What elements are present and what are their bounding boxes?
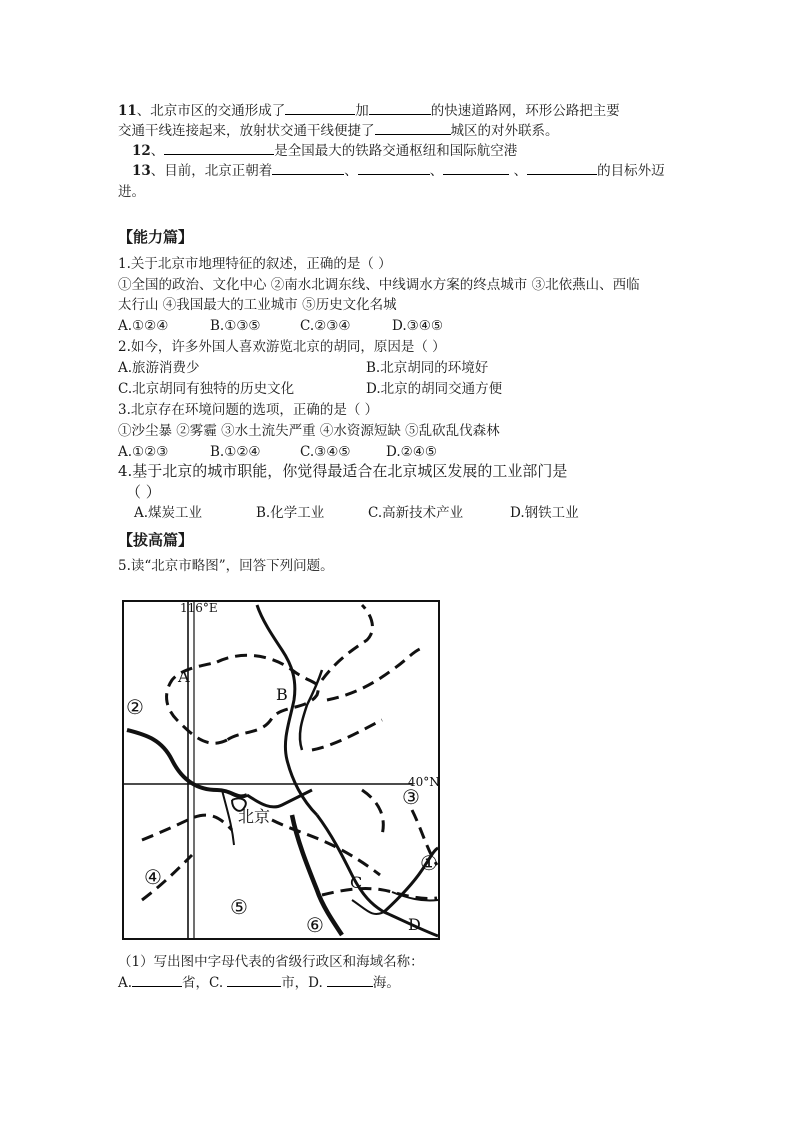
q12-number: 12 — [132, 143, 151, 159]
q13-blank-2[interactable] — [358, 160, 430, 175]
q13-blank-4[interactable] — [527, 160, 597, 175]
map-lat-label: 40°N — [408, 775, 440, 789]
map-lon-label: 116°E — [180, 601, 218, 615]
answer-c-blank[interactable] — [227, 972, 281, 987]
map-circled-4: ④ — [144, 865, 162, 889]
q11-text-part1: 、北京市区的交通形成了 — [136, 103, 286, 119]
q3-option-a[interactable]: A.①②③ — [118, 444, 169, 460]
q4-option-c[interactable]: C.高新技术产业 — [368, 505, 464, 521]
question-11-line1 — [118, 100, 620, 121]
q1-statements-line1: ①全国的政治、文化中心 ②南水北调东线、中线调水方案的终点城市 ③北依燕山、西临 — [118, 277, 640, 293]
q11-blank-3[interactable] — [375, 120, 451, 135]
map-letter-d: D — [408, 915, 421, 934]
ability-heading: 【能力篇】 — [118, 228, 194, 246]
map-city-beijing: 北京 — [238, 807, 271, 826]
question-12 — [118, 140, 517, 161]
q11-text-line2b: 城区的对外联系。 — [450, 123, 559, 139]
advanced-heading: 【拔高篇】 — [118, 531, 194, 549]
q1-option-b[interactable]: B.①③⑤ — [210, 318, 261, 334]
q1-option-c[interactable]: C.②③④ — [300, 318, 351, 334]
answer-a-blank[interactable] — [132, 972, 182, 987]
answer-a-prefix: A. — [118, 975, 133, 991]
q12-text: 是全国最大的铁路交通枢纽和国际航空港 — [274, 143, 518, 159]
q4-stem: 4.基于北京的城市职能，你觉得最适合在北京城区发展的工业部门是 — [118, 462, 568, 480]
question-13-line1 — [118, 160, 665, 181]
q1-option-d[interactable]: D.③④⑤ — [392, 318, 443, 334]
question-11-line2 — [118, 120, 559, 141]
q3-stem: 3.北京存在环境问题的选项，正确的是（ ） — [118, 402, 379, 418]
q11-text-line2a: 交通干线连接起来，放射状交通干线便捷了 — [118, 123, 375, 139]
q13-blank-1[interactable] — [272, 160, 344, 175]
answer-d-blank[interactable] — [327, 972, 373, 987]
q4-option-a[interactable]: A.煤炭工业 — [134, 505, 203, 521]
q2-stem: 2.如今，许多外国人喜欢游览北京的胡同，原因是（ ） — [118, 339, 446, 355]
map-letter-b: B — [276, 685, 288, 704]
q2-option-a[interactable]: A.旅游消费少 — [118, 360, 200, 376]
beijing-sketch-map — [122, 600, 440, 940]
q3-option-b[interactable]: B.①②④ — [210, 444, 261, 460]
q11-number: 11 — [118, 103, 137, 119]
map-circled-3: ③ — [402, 785, 420, 809]
q2-option-b[interactable]: B.北京胡同的环境好 — [366, 360, 489, 376]
map-circled-5: ⑤ — [230, 895, 248, 919]
q5-stem: 5.读“北京市略图”，回答下列问题。 — [118, 558, 334, 574]
q11-text-part2: 加 — [355, 103, 369, 119]
q2-option-c[interactable]: C.北京胡同有独特的历史文化 — [118, 381, 295, 397]
q4-option-d[interactable]: D.钢铁工业 — [510, 505, 579, 521]
q1-option-a[interactable]: A.①②④ — [118, 318, 169, 334]
q13-number: 13 — [132, 163, 151, 179]
q11-blank-2[interactable] — [369, 100, 431, 115]
map-circled-6: ⑥ — [306, 913, 324, 937]
q13-blank-3[interactable] — [443, 160, 509, 175]
q2-option-d[interactable]: D.北京的胡同交通方便 — [366, 381, 503, 397]
q13-text-line2: 进。 — [118, 184, 145, 200]
answer-d-unit: 海。 — [372, 975, 400, 991]
q4-option-b[interactable]: B.化学工业 — [256, 505, 325, 521]
map-circled-2: ② — [126, 695, 144, 719]
q12-sep: 、 — [150, 143, 165, 159]
q3-option-d[interactable]: D.②④⑤ — [386, 444, 437, 460]
q1-statements-line2: 太行山 ④我国最大的工业城市 ⑤历史文化名城 — [118, 297, 397, 313]
q13-sep-3: 、 — [509, 163, 528, 179]
q3-statements: ①沙尘暴 ②雾霾 ③水土流失严重 ④水资源短缺 ⑤乱砍乱伐森林 — [118, 423, 500, 439]
q3-option-c[interactable]: C.③④⑤ — [300, 444, 351, 460]
q4-answer-paren: （ ） — [126, 483, 161, 501]
map-circled-1: ① — [420, 851, 438, 875]
q5-answer-line — [118, 972, 400, 993]
q5-sub1: （1）写出图中字母代表的省级行政区和海域名称： — [118, 954, 424, 970]
map-frame — [123, 601, 439, 939]
q12-blank[interactable] — [164, 140, 274, 155]
q1-stem: 1.关于北京市地理特征的叙述，正确的是（ ） — [118, 256, 392, 272]
map-letter-c: C — [350, 873, 363, 892]
q11-blank-1[interactable] — [285, 100, 355, 115]
q13-sep-2: 、 — [429, 163, 444, 179]
q13-sep-1: 、 — [344, 163, 358, 179]
map-letter-a: A — [178, 667, 190, 686]
answer-c-unit: 市，D. — [281, 975, 323, 991]
q11-text-part3: 的快速道路网，环形公路把主要 — [430, 103, 620, 119]
q13-text-part1: 、目前，北京正朝着 — [150, 163, 273, 179]
q13-text-part2: 的目标外迈 — [597, 163, 665, 179]
answer-a-unit: 省，C. — [182, 975, 224, 991]
